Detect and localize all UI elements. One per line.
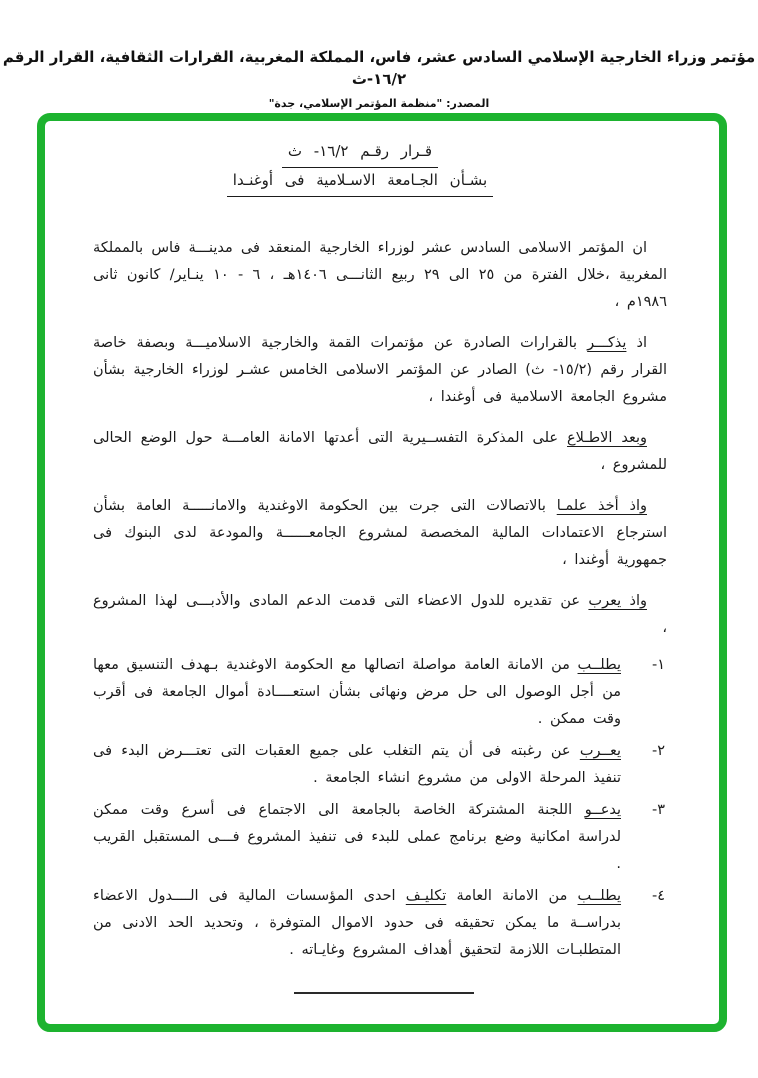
clause-number: ٣-	[651, 802, 665, 818]
document-body	[45, 121, 719, 1024]
clause-number: ٤-	[651, 888, 665, 904]
resolution-title	[93, 141, 627, 197]
preamble-paragraph-2: اذ يذكـــر بالقرارات الصادرة عن مؤتمرات القمة والخارجية الاسلاميـــة وبصفة خاصة القرار رقم (١٥/٢- ث) الصادر عن المؤتمر الاسلامى الخامس عشـر لوزراء الخارجية بشأن مشروع الجامعة الاسلامية فى أوغندا ،	[93, 335, 667, 405]
clause-number: ١-	[651, 657, 665, 673]
operative-clause-4: ٤- يطلــب من الامانة العامة تكليـف احدى المؤسسات المالية فى الــــدول الاعضاء بدراســة ما يمكن تحقيقه فى حدود الاموال المتوفرة ، وتحديد الحد الادنى من المتطلبـات اللازمة لتحقيق أهداف المشروع وغايـاته .	[93, 883, 667, 964]
operative-clause-1: ١- يطلــب من الامانة العامة مواصلة اتصالها مع الحكومة الاوغندية بـهدف التنسيق معها من أجل الوصول الى حل مرض ونهائى بشأن استعــــادة أموال الجامعة فى أقرب وقت ممكن .	[93, 652, 667, 733]
page-header	[0, 46, 758, 110]
preamble-paragraph-4: واذ أخذ علمـا بالاتصالات التى جرت بين الحكومة الاوغندية والامانـــــة العامة بشأن استرجاع الاعتمادات المالية المخصصة لمشروع الجامعــــــة والمودعة لدى البنوك فى جمهورية أوغندا ،	[93, 498, 667, 568]
operative-clause-3: ٣- يدعــو اللجنة المشتركة الخاصة بالجامعة الى الاجتماع فى أسرع وقت ممكن لدراسة امكانية وضع برنامج عملى للبدء فى تنفيذ المشروع فـــى المستقبل القريب .	[93, 797, 667, 878]
end-of-document-rule	[294, 992, 474, 994]
clause-number: ٢-	[651, 743, 665, 759]
preamble-paragraph-3: وبعد الاطـلاع على المذكرة التفســيرية التى أعدتها الامانة العامـــة حول الوضع الحالى للمشروع ،	[93, 430, 667, 473]
green-border-frame	[37, 113, 727, 1032]
preamble-paragraph-5: واذ يعرب عن تقديره للدول الاعضاء التى قدمت الدعم المادى والأدبـــى لهذا المشروع ،	[93, 593, 667, 636]
source-line: المصدر: "منظمة المؤتمر الإسلامي، جدة"	[268, 97, 490, 110]
conference-header-title: مؤتمر وزراء الخارجية الإسلامي السادس عشر، فاس، المملكة المغربية، القرارات الثقافية، القرار الرقم ١٦/٢-ث	[2, 48, 756, 88]
resolution-subject-line: بشـأن الجـامعة الاسـلامية فى أوغنـدا	[227, 170, 493, 197]
resolution-number-line: قـرار رقـم ١٦/٢- ث	[282, 141, 438, 168]
operative-clause-2: ٢- يعــرب عن رغبته فى أن يتم التغلب على جميع العقبات التى تعتـــرض البدء فى تنفيذ المرحلة الاولى من مشروع انشاء الجامعة .	[93, 738, 667, 792]
preamble-paragraph-1: ان المؤتمر الاسلامى السادس عشر لوزراء الخارجية المنعقد فى مدينـــة فاس بالمملكة المغربية ،خلال الفترة من ٢٥ الى ٢٩ ربيع الثانـــى ١٤٠٦هـ ، ٦ - ١٠ ينـاير/ كانون ثانى ١٩٨٦م ،	[93, 240, 667, 310]
